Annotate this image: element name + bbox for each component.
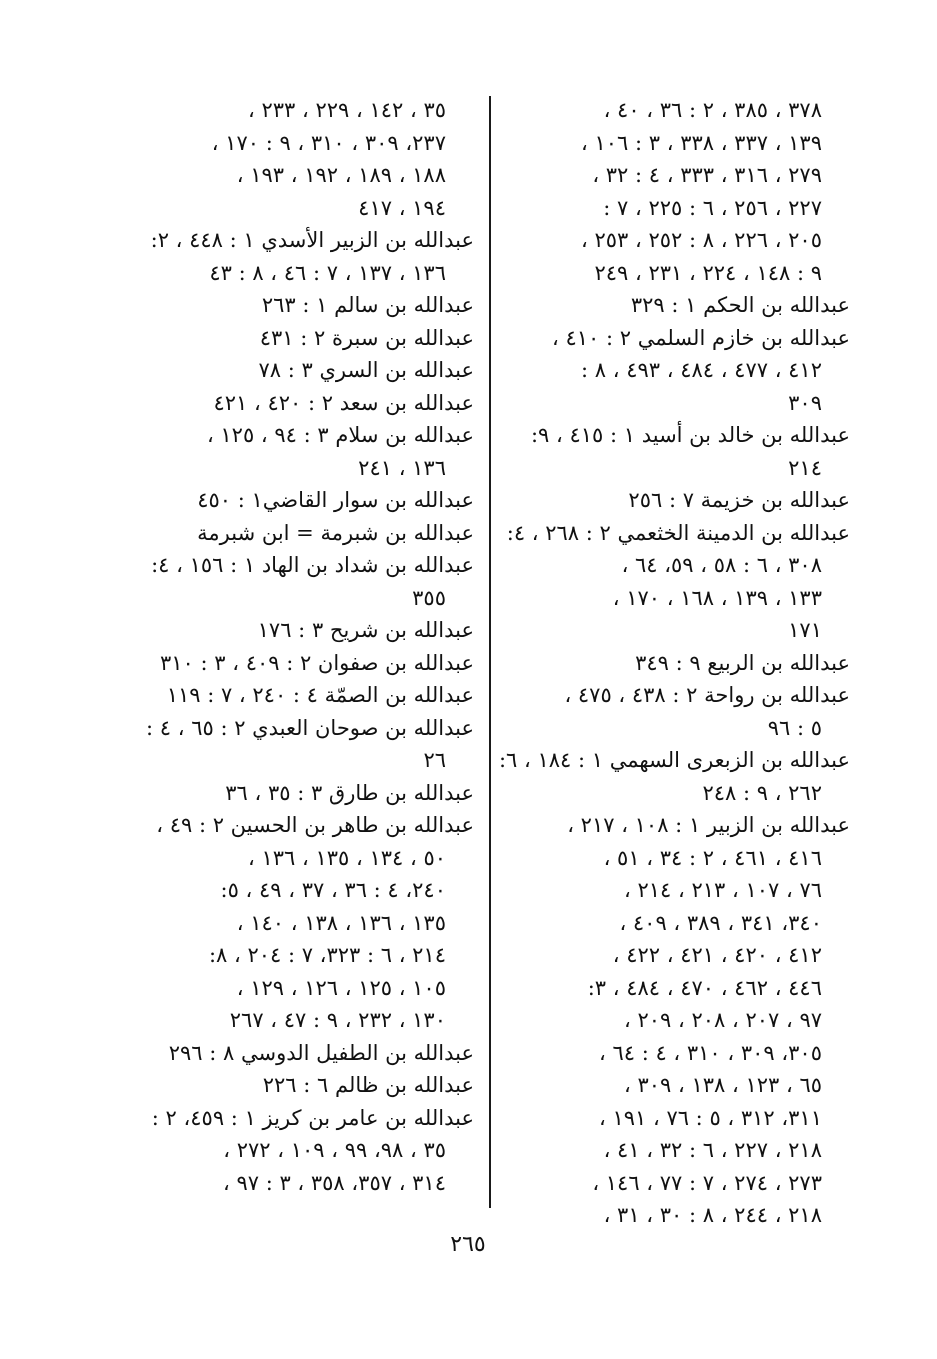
index-continuation-line: ٢٧٣ ، ٢٧٤ ، ٧ : ٧٧ ، ١٤٦ ، bbox=[592, 1170, 822, 1195]
index-continuation-line: ٣٠٥، ٣٠٩ ، ٣١٠ ، ٤ : ٦٤ ، bbox=[599, 1040, 822, 1065]
index-entry-line: عبدالله بن طاهر بن الحسين ٢ : ٤٩ ، bbox=[156, 813, 474, 837]
index-continuation-line: ٥ : ٩٦ bbox=[767, 715, 822, 740]
index-entry-line: عبدالله بن سبرة ٢ : ٤٣١ bbox=[259, 325, 474, 350]
index-continuation-line: ١٣٣ ، ١٣٩ ، ١٦٨ ، ١٧٠ ، bbox=[612, 585, 822, 610]
index-continuation-line: ٤١٢ ، ٤٢٠ ، ٤٢١ ، ٤٢٢ ، bbox=[612, 943, 822, 967]
index-entry-line: عبدالله بن ظالم ٦ : ٢٢٦ bbox=[262, 1073, 474, 1097]
index-entry-line: عبدالله بن الصمّة ٤ : ٢٤٠ ، ٧ : ١١٩ bbox=[166, 683, 474, 707]
index-entry-line: عبدالله بن الزبعرى السهمي ١ : ١٨٤ ، ٦: bbox=[498, 748, 850, 772]
index-continuation-line: ١٠٥ ، ١٢٥ ، ١٢٦ ، ١٢٩ ، bbox=[236, 975, 446, 1000]
index-continuation-line: ٢٧٩ ، ٣١٦ ، ٣٣٣ ، ٤ : ٣٢ ، bbox=[592, 163, 822, 187]
index-continuation-line: ٢١٤ bbox=[788, 455, 822, 480]
index-continuation-line: ٣٥ ، ٩٨، ٩٩ ، ١٠٩ ، ٢٧٢ ، bbox=[223, 1138, 446, 1162]
index-entry-line: عبدالله بن خالد بن أسيد ١ : ٤١٥ ، ٩: bbox=[530, 423, 850, 447]
index-continuation-line: ٩ : ١٤٨ ، ٢٢٤ ، ٢٣١ ، ٢٤٩ bbox=[594, 260, 822, 285]
index-continuation-line: ١٩٤ ، ٤١٧ bbox=[358, 195, 446, 220]
index-entry-line: عبدالله بن شبرمة = ابن شبرمة bbox=[197, 520, 474, 545]
index-continuation-line: ٢٣٧، ٣٠٩ ، ٣١٠ ، ٩ : ١٧٠ ، bbox=[211, 130, 446, 155]
index-entry-line: عبدالله بن الزبير الأسدي ١ : ٤٤٨ ، ٢: bbox=[150, 228, 474, 252]
index-continuation-line: ٢٢٧ ، ٢٥٦ ، ٦ : ٢٢٥ ، ٧ : bbox=[603, 195, 822, 220]
index-continuation-line: ٤١٦ ، ٤٦١ ، ٢ : ٣٤ ، ٥١ ، bbox=[603, 845, 822, 870]
column-divider bbox=[489, 96, 491, 1208]
index-entry-line: عبدالله بن سعد ٢ : ٤٢٠ ، ٤٢١ bbox=[213, 390, 474, 415]
index-entry-line: عبدالله بن صفوان ٢ : ٤٠٩ ، ٣ : ٣١٠ bbox=[159, 650, 474, 675]
index-continuation-line: ١٣٠ ، ٢٣٢ ، ٩ : ٤٧ ، ٢٦٧ bbox=[229, 1008, 446, 1032]
right-column bbox=[498, 94, 850, 1232]
index-continuation-line: ١٨٨ ، ١٨٩ ، ١٩٢ ، ١٩٣ ، bbox=[236, 163, 446, 187]
index-continuation-line: ١٣٩ ، ٣٣٧ ، ٣٣٨ ، ٣ : ١٠٦ ، bbox=[581, 130, 822, 155]
index-continuation-line: ٢٦ bbox=[423, 748, 446, 772]
index-entry-line: عبدالله بن سالم ١ : ٢٦٣ bbox=[261, 293, 474, 317]
index-continuation-line: ١٧١ bbox=[788, 618, 822, 642]
index-continuation-line: ١٣٦ ، ٢٤١ bbox=[358, 455, 446, 480]
index-continuation-line: ٤١٢ ، ٤٧٧ ، ٤٨٤ ، ٤٩٣ ، ٨ : bbox=[581, 358, 822, 382]
index-continuation-line: ٢١٨ ، ٢٢٧ ، ٦ : ٣٢ ، ٤١ ، bbox=[603, 1138, 822, 1162]
index-continuation-line: ٢١٨ ، ٢٤٤ ، ٨ : ٣٠ ، ٣١ ، bbox=[603, 1203, 822, 1227]
index-entry-line: عبدالله بن الحكم ١ : ٣٢٩ bbox=[630, 293, 850, 317]
page-number: ٢٦٥ bbox=[450, 1232, 486, 1257]
index-continuation-line: ٢٤٠، ٤ : ٣٦ ، ٣٧ ، ٤٩ ، ٥: bbox=[220, 878, 446, 902]
left-column bbox=[138, 94, 474, 1199]
index-continuation-line: ٢١٤ ، ٦ : ٣٢٣، ٧ : ٢٠٤ ، ٨: bbox=[208, 943, 446, 967]
index-continuation-line: ٢٦٢ ، ٩ : ٢٤٨ bbox=[702, 780, 822, 805]
index-entry-line: عبدالله بن رواحة ٢ : ٤٣٨ ، ٤٧٥ ، bbox=[564, 683, 850, 707]
index-continuation-line: ٣٠٩ bbox=[788, 390, 822, 415]
index-continuation-line: ٣٤٠، ٣٤١ ، ٣٨٩ ، ٤٠٩ ، bbox=[619, 910, 822, 935]
index-continuation-line: ١٣٥ ، ١٣٦ ، ١٣٨ ، ١٤٠ ، bbox=[236, 910, 446, 935]
index-continuation-line: ٩٧ ، ٢٠٧ ، ٢٠٨ ، ٢٠٩ ، bbox=[624, 1008, 822, 1032]
index-entry-line: عبدالله بن شريح ٣ : ١٧٦ bbox=[257, 618, 474, 642]
index-continuation-line: ٣٧٨ ، ٣٨٥ ، ٢ : ٣٦ ، ٤٠ ، bbox=[603, 98, 822, 122]
index-continuation-line: ٣١٤ ، ٣٥٧، ٣٥٨ ، ٣ : ٩٧ ، bbox=[223, 1170, 446, 1195]
index-entry-line: عبدالله بن سوار القاضي١ : ٤٥٠ bbox=[197, 488, 474, 512]
index-entry-line: عبدالله بن عامر بن كريز ١ : ٤٥٩، ٢ : bbox=[151, 1105, 474, 1130]
index-continuation-line: ٤٤٦ ، ٤٦٢ ، ٤٧٠ ، ٤٨٤ ، ٣: bbox=[587, 975, 822, 1000]
index-entry-line: عبدالله بن خازم السلمي ٢ : ٤١٠ ، bbox=[552, 325, 850, 350]
index-continuation-line: ٣٠٨ ، ٦ : ٥٨ ، ٥٩، ٦٤ ، bbox=[621, 553, 822, 577]
index-entry-line: عبدالله بن السري ٣ : ٧٨ bbox=[258, 358, 474, 382]
index-continuation-line: ٣١١، ٣١٢ ، ٥ : ٧٦ ، ١٩١ ، bbox=[599, 1105, 822, 1130]
index-entry-line: عبدالله بن الزبير ١ : ١٠٨ ، ٢١٧ ، bbox=[567, 813, 850, 837]
index-continuation-line: ٧٦ ، ١٠٧ ، ٢١٣ ، ٢١٤ ، bbox=[624, 878, 822, 902]
index-entry-line: عبدالله بن شداد بن الهاد ١ : ١٥٦ ، ٤: bbox=[151, 553, 474, 577]
index-entry-line: عبدالله بن صوحان العبدي ٢ : ٦٥ ، ٤ : bbox=[146, 715, 474, 740]
index-continuation-line: ٦٥ ، ١٢٣ ، ١٣٨ ، ٣٠٩ ، bbox=[624, 1073, 822, 1097]
index-entry-line: عبدالله بن الطفيل الدوسي ٨ : ٢٩٦ bbox=[168, 1040, 474, 1065]
index-continuation-line: ٢٠٥ ، ٢٢٦ ، ٨ : ٢٥٢ ، ٢٥٣ ، bbox=[581, 228, 822, 252]
index-entry-line: عبدالله بن الدمينة الخثعمي ٢ : ٢٦٨ ، ٤: bbox=[506, 520, 850, 545]
index-continuation-line: ١٣٦ ، ١٣٧ ، ٧ : ٤٦ ، ٨ : ٤٣ bbox=[209, 260, 446, 285]
index-continuation-line: ٣٥ ، ١٤٢ ، ٢٢٩ ، ٢٣٣ ، bbox=[248, 98, 446, 122]
index-entry-line: عبدالله بن خزيمة ٧ : ٢٥٦ bbox=[628, 488, 850, 512]
index-continuation-line: ٥٠ ، ١٣٤ ، ١٣٥ ، ١٣٦ ، bbox=[248, 845, 446, 870]
index-entry-line: عبدالله بن طارق ٣ : ٣٥ ، ٣٦ bbox=[225, 780, 474, 805]
index-continuation-line: ٣٥٥ bbox=[412, 585, 446, 610]
index-entry-line: عبدالله بن سلام ٣ : ٩٤ ، ١٢٥ ، bbox=[206, 423, 474, 447]
index-entry-line: عبدالله بن الربيع ٩ : ٣٤٩ bbox=[635, 650, 850, 675]
